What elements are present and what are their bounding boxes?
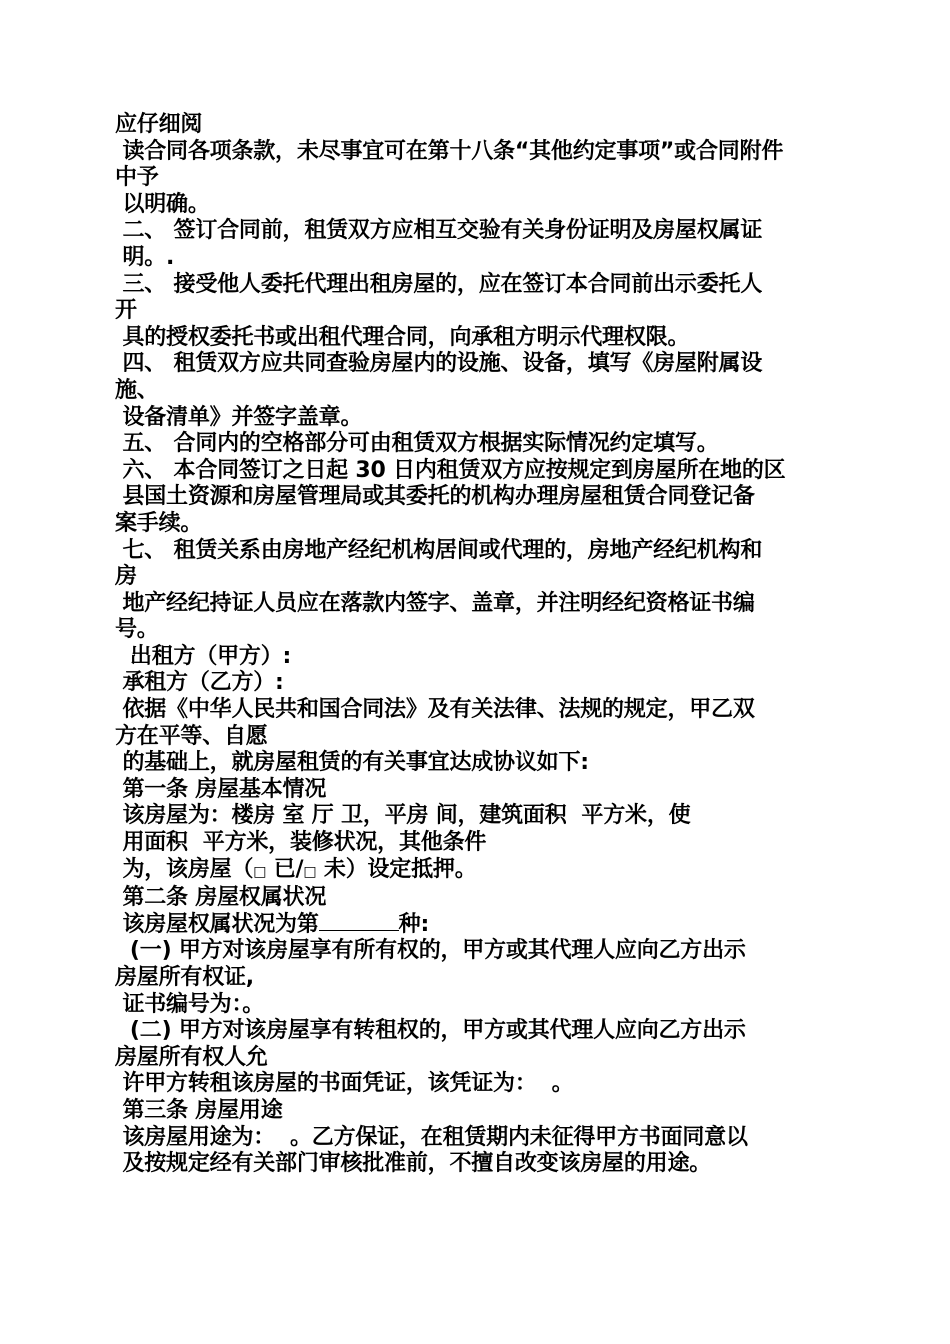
ownership-suffix: 种: <box>398 911 430 937</box>
text-line: 二、 签订合同前，租赁双方应相互交验有关身份证明及房屋权属证 <box>115 218 763 244</box>
text-line: 房 <box>115 564 137 590</box>
article-heading: 第一条 房屋基本情况 <box>115 776 327 802</box>
text-line: (一) 甲方对该房屋享有所有权的，甲方或其代理人应向乙方出示 <box>115 938 746 964</box>
text-line: 的基础上，就房屋租赁的有关事宜达成协议如下: <box>115 750 589 776</box>
text-line: 依据《中华人民共和国合同法》及有关法律、法规的规定，甲乙双 <box>115 697 755 723</box>
checkbox-icon: □ <box>253 863 267 880</box>
text-line: 证书编号为：。 <box>115 991 265 1017</box>
text-line: 五、 合同内的空格部分可由租赁双方根据实际情况约定填写。 <box>115 431 719 457</box>
document-body <box>115 112 845 1178</box>
text-line: 三、 接受他人委托代理出租房屋的，应在签订本合同前出示委托人 <box>115 271 763 297</box>
fill-in-blank <box>319 912 399 931</box>
text-line: 开 <box>115 298 137 324</box>
text-line: 房屋所有权证, <box>115 965 254 990</box>
text-line: 号。 <box>115 617 159 643</box>
text-line: 应仔细阅 <box>115 112 203 137</box>
text-line: 七、 租赁关系由房地产经纪机构居间或代理的，房地产经纪机构和 <box>115 537 763 563</box>
text-line: 方在平等、自愿 <box>115 723 268 749</box>
text-line: 该房屋用途为： 。乙方保证，在租赁期内未征得甲方书面同意以 <box>115 1124 748 1150</box>
text-line: 六、 本合同签订之日起 30 日内租赁双方应按规定到房屋所在地的区 <box>115 457 786 483</box>
text-line: 以明确。 <box>115 191 210 217</box>
text-line: 中予 <box>115 165 159 191</box>
lessor-label: 出租方（甲方）: <box>115 643 292 669</box>
ownership-prefix: 该房屋权属状况为第 <box>115 911 319 937</box>
mortgage-line <box>115 857 845 886</box>
mortgage-option-no: 未）设定抵押。 <box>316 856 477 882</box>
article-heading: 第二条 房屋权属状况 <box>115 885 327 911</box>
text-line: 四、 租赁双方应共同查验房屋内的设施、设备，填写《房屋附属设 <box>115 351 763 377</box>
text-line: 县国土资源和房屋管理局或其委托的机构办理房屋租赁合同登记备 <box>115 484 755 510</box>
text-line: 及按规定经有关部门审核批准前，不擅自改变该房屋的用途。 <box>115 1151 712 1177</box>
text-line: 具的授权委托书或出租代理合同，向承租方明示代理权限。 <box>115 324 690 350</box>
text-line: 用面积 平方米，装修状况，其他条件 <box>115 830 487 856</box>
text-line: 该房屋为：楼房 室 厅 卫，平房 间，建筑面积 平方米，使 <box>115 803 691 829</box>
lessee-label: 承租方（乙方）: <box>115 670 284 696</box>
mortgage-prefix: 为，该房屋（ <box>115 856 254 882</box>
article-heading: 第三条 房屋用途 <box>115 1097 283 1123</box>
text-line: 许甲方转租该房屋的书面凭证，该凭证为： 。 <box>115 1071 574 1097</box>
ownership-line <box>115 912 845 939</box>
mortgage-option-yes: 已/ <box>266 856 304 882</box>
checkbox-icon: □ <box>303 863 317 880</box>
text-line: 房屋所有权人允 <box>115 1044 268 1070</box>
text-line: 设备清单》并签字盖章。 <box>115 404 363 430</box>
text-line: 明。. <box>115 244 175 270</box>
text-line: 地产经纪持证人员应在落款内签字、盖章，并注明经纪资格证书编 <box>115 590 755 616</box>
text-line: 读合同各项条款，未尽事宜可在第十八条“其他约定事项”或合同附件 <box>115 138 784 164</box>
text-line: 案手续。 <box>115 510 203 536</box>
text-line: (二) 甲方对该房屋享有转租权的，甲方或其代理人应向乙方出示 <box>115 1018 746 1044</box>
text-line: 施、 <box>115 377 159 403</box>
